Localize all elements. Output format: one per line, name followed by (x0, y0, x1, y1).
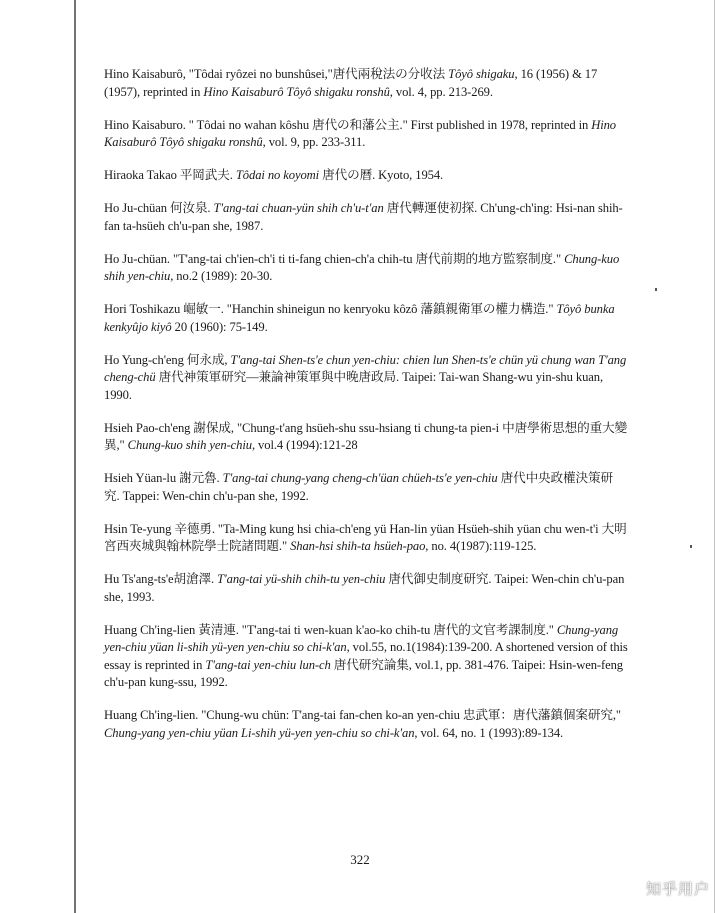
entry-text: 唐代御史制度研究. Taipei: Wen-chin ch'u-pan she, 1993. (104, 572, 625, 604)
bibliography-entry-huang-chinglien-1 (104, 622, 628, 692)
entry-title-italic: T'ang-tai chung-yang cheng-ch'üan chüeh-ts'e yen-chiu (222, 471, 498, 485)
bibliography-entry-hiraoka (104, 167, 628, 185)
entry-title-italic: Tôyô shigaku (448, 67, 515, 81)
bibliography-entry-ho-juchuan-1 (104, 200, 628, 235)
entry-title-italic: T'ang-tai yen-chiu lun-ch (205, 657, 331, 672)
entry-text: Hino Kaisaburo. " Tôdai no wahan kôshu 唐代の和藩公主." First published in 1978, reprinted in (104, 117, 592, 132)
entry-text: , vol.55, no.1(1984):139-200. A shortened version of this essay is reprinted in (104, 640, 628, 672)
entry-text: 20 (1960): 75-149. (171, 319, 268, 334)
entry-text: Hino Kaisaburô, "Tôdai ryôzei no bunshûsei,"唐代兩稅法の分收法 (104, 67, 449, 81)
scan-speck (655, 288, 657, 291)
entry-text: Hsin Te-yung 辛德勇. "Ta-Ming kung hsi chia-ch'eng yü Han-lin yüan Hsüeh-shih yüan chu wen-t'i 大明宮西夾城與翰林院學士院諸問題." (104, 521, 627, 553)
entry-text: Hiraoka Takao 平岡武夫. (104, 168, 236, 182)
entry-title-italic: Chung-yang yen-chiu yüan Li-shih yü-yen yen-chiu so chi-k'an (104, 725, 415, 740)
entry-title-italic: Chung-yang yen-chiu yüan li-shih yü-yen yen-chiu so chi-k'an (104, 622, 619, 654)
bibliography-entry-hsin-teyung (104, 521, 628, 556)
bibliography-entry-huang-chinglien-2 (104, 707, 628, 742)
entry-title-italic: Chung-kuo shih yen-chiu (127, 438, 252, 452)
bibliography-entry-ho-juchuan-2 (104, 251, 628, 286)
entry-title-italic: Hino Kaisaburô Tôyô shigaku ronshû (104, 117, 617, 149)
entry-text: , vol. 4, pp. 213-269. (389, 84, 493, 99)
entry-title-italic: T'ang-tai Shen-ts'e chun yen-chiu: chien lun Shen-ts'e chün yü chung wan T'ang cheng-chü (104, 352, 627, 384)
entry-text: Hu Ts'ang-ts'e胡滄澤. (104, 572, 218, 586)
page-edge-line (714, 0, 715, 913)
entry-text: Huang Ch'ing-lien 黃清連. "T'ang-tai ti wen-kuan k'ao-ko chih-tu 唐代的文官考課制度." (104, 622, 557, 637)
entry-text: , vol.4 (1994):121-28 (251, 438, 358, 452)
entry-text: Ho Ju-chüan. "T'ang-tai ch'ien-ch'i ti ti-fang chien-ch'a chih-tu 唐代前期的地方監察制度." (104, 251, 565, 266)
entry-text: Ho Ju-chüan 何汝泉. (104, 201, 214, 215)
scan-speck (690, 545, 692, 548)
bibliography-entry-hino-2 (104, 117, 628, 152)
entry-title-italic: Tôdai no koyomi (235, 168, 320, 182)
bibliography-entry-hori (104, 301, 628, 336)
entry-title-italic: T'ang-tai chuan-yün shih ch'u-t'an (213, 201, 384, 215)
entry-title-italic: Shan-hsi shih-ta hsüeh-pao (290, 539, 426, 553)
entry-text: Hsieh Yüan-lu 謝元魯. (104, 471, 223, 485)
entry-text: 唐代神策軍研究—兼論神策軍與中晚唐政局. Taipei: Tai-wan Shang-wu yin-shu kuan, 1990. (104, 370, 603, 402)
entry-text: , vol. 9, pp. 233-311. (262, 135, 366, 149)
entry-title-italic: T'ang-tai yü-shih chih-tu yen-chiu (217, 572, 386, 586)
entry-text: Hori Toshikazu 崛敏一. "Hanchin shineigun no kenryoku kôzô 藩鎮親衛軍の權力構造." (104, 302, 557, 316)
bibliography-entry-hsieh-yuanlu (104, 470, 628, 505)
entry-text: Hsieh Pao-ch'eng 謝保成, "Chung-t'ang hsüeh-shu ssu-hsiang ti chung-ta pien-i 中唐學術思想的重大變異," (104, 420, 628, 452)
entry-title-italic: Tôyô bunka kenkyûjo kiyô (104, 302, 615, 334)
entry-text: , vol. 64, no. 1 (1993):89-134. (414, 725, 564, 740)
bibliography-entry-hsieh-paocheng (104, 420, 628, 455)
bibliography-list (104, 66, 628, 758)
page-number: 322 (350, 852, 370, 867)
entry-text: 唐代轉運使初探. Ch'ung-ch'ing: Hsi-nan shih-fan ta-hsüeh ch'u-pan she, 1987. (104, 201, 623, 233)
entry-text: Huang Ch'ing-lien. "Chung-wu chün: T'ang-tai fan-chen ko-an yen-chiu 忠武軍：唐代藩鎮個案研究," (104, 708, 621, 722)
entry-text: Ho Yung-ch'eng 何永成, (104, 352, 231, 367)
entry-text: , no. 4(1987):119-125. (425, 539, 537, 553)
entry-title-italic: Hino Kaisaburô Tôyô shigaku ronshû (203, 84, 390, 99)
bibliography-entry-hu-tsangtse (104, 571, 628, 606)
bibliography-entry-ho-yungcheng (104, 352, 628, 405)
entry-text: , no.2 (1989): 20-30. (170, 269, 273, 283)
entry-title-italic: Chung-kuo shih yen-chiu (104, 251, 620, 283)
binding-shadow-line (74, 0, 76, 913)
watermark: 知乎用户 (645, 880, 710, 898)
entry-text: 唐代中央政權決策研究. Tappei: Wen-chin ch'u-pan she, 1992. (104, 471, 614, 503)
entry-text: 唐代の曆. Kyoto, 1954. (319, 168, 444, 182)
bibliography-entry-hino-1 (104, 66, 628, 101)
entry-text: , 16 (1956) & 17 (1957), reprinted in (104, 67, 598, 99)
entry-text: 唐代研究論集, vol.1, pp. 381-476. Taipei: Hsin-wen-feng ch'u-pan kung-ssu, 1992. (104, 657, 623, 689)
